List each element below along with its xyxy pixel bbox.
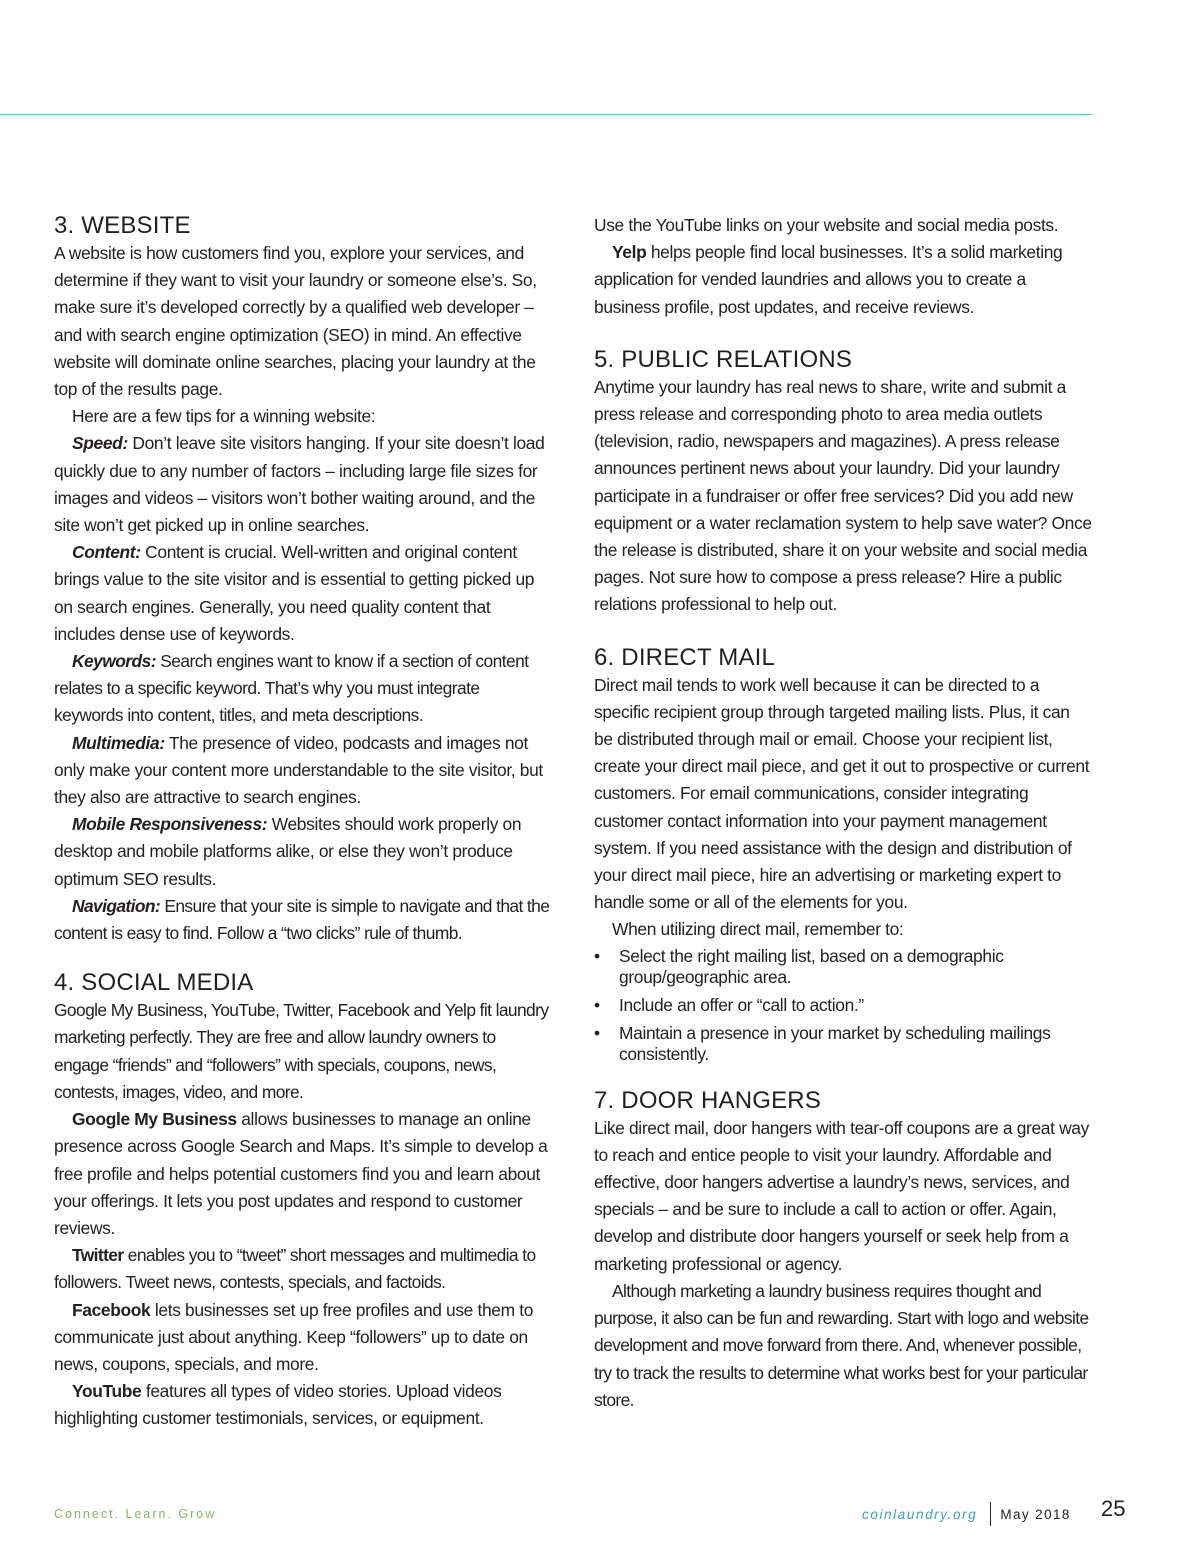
tip-navigation — [54, 893, 550, 947]
footer-meta — [862, 1500, 1071, 1528]
tip-label: Keywords: — [72, 651, 156, 672]
section-3-intro: A website is how customers find you, explore your services, and determine if they want to visit your laundry or someone else’s. So, make sure it’s developed correctly by a qualified web developer – and with search engine optimization (SEO) in mind. An effective website will dominate online searches, placing your laundry at the top of the results page. — [54, 243, 537, 400]
social-yelp — [594, 239, 1092, 321]
tip-label: Content: — [72, 542, 141, 563]
social-label: Yelp — [612, 242, 647, 263]
section-6-list-intro: When utilizing direct mail, remember to: — [612, 919, 904, 940]
social-label: Facebook — [72, 1299, 151, 1320]
section-7-heading: 7. DOOR HANGERS — [594, 1086, 822, 1114]
section-6-body: Direct mail tends to work well because it can be directed to a specific recipient group through targeted mailing lists. Plus, it can be distributed through mail or email. Choose your recipient list, create your direct mail piece, and get it out to prospective or current customers. For email communications, consider integrating customer contact information into your payment management system. If you need assistance with the design and distribution of your direct mail piece, hire an advertising or marketing expert to handle some or all of the elements for you. — [594, 674, 1090, 913]
social-facebook — [54, 1297, 550, 1379]
bullet-icon: • — [594, 945, 600, 966]
tip-text: Don’t leave site visitors hanging. If your site doesn’t load quickly due to any number of factors – including large file sizes for images and videos – visitors won’t bother waiting around, and the site won’t get picked up in online searches. — [54, 433, 545, 536]
tip-multimedia — [54, 730, 550, 812]
social-label: Twitter — [72, 1245, 124, 1266]
list-item: • Select the right mailing list, based on a demographic group/geographic area. — [594, 945, 1004, 987]
left-column — [54, 212, 550, 1433]
tip-text: The presence of video, podcasts and images not only make your content more understandable to the site visitor, but they also are attractive to search engines. — [54, 732, 543, 808]
list-item: • Maintain a presence in your market by scheduling mailings consistently. — [594, 1022, 1051, 1064]
tip-text: Content is crucial. Well-written and original content brings value to the site visitor and is essential to getting picked up on search engines. Generally, you need quality content that includes dense use of keywords. — [54, 542, 535, 644]
social-twitter — [54, 1242, 550, 1296]
section-3-tips-intro: Here are a few tips for a winning website: — [72, 406, 376, 427]
social-google — [54, 1106, 550, 1242]
social-text: allows businesses to manage an online presence across Google Search and Maps. It’s simple to develop a free profile and helps potential customers find you and learn about your offerings. It lets you post updates and respond to customer reviews. — [54, 1109, 548, 1238]
section-3-heading: 3. WEBSITE — [54, 212, 191, 239]
tip-content — [54, 539, 550, 648]
tip-keywords — [54, 648, 550, 730]
section-5-heading: 5. PUBLIC RELATIONS — [594, 345, 853, 373]
tip-text: Ensure that your site is simple to navigate and that the content is easy to find. Follow a “two clicks” rule of thumb. — [54, 895, 550, 944]
social-text: helps people find local businesses. It’s a solid marketing application for vended laundries and allows you to create a business profile, post updates, and receive reviews. — [594, 242, 1063, 317]
tip-label: Navigation: — [72, 895, 161, 916]
header-rule — [0, 114, 1092, 115]
footer-date: May 2018 — [1000, 1506, 1071, 1522]
social-label: Google My Business — [72, 1109, 237, 1130]
section-4-intro: Google My Business, YouTube, Twitter, Facebook and Yelp fit laundry marketing perfectly. They are free and allow laundry owners to engage “friends” and “followers” with specials, coupons, news, contests, images, video, and more. — [54, 1000, 549, 1102]
section-7-closing: Although marketing a laundry business requires thought and purpose, it also can be fun and rewarding. Start with logo and website development and move forward from there. And, whenever possible, try to track the results to determine what works best for your particular store. — [594, 1280, 1089, 1410]
tip-mobile — [54, 811, 550, 893]
tip-text: Websites should work properly on desktop and mobile platforms alike, or else they won’t produce optimum SEO results. — [54, 814, 522, 889]
page-number: 25 — [1101, 1496, 1126, 1521]
footer-tagline: Connect. Learn. Grow — [54, 1507, 217, 1521]
tip-speed — [54, 430, 550, 539]
direct-mail-list — [594, 946, 1092, 1065]
footer-site-link[interactable]: coinlaundry.org — [862, 1506, 978, 1522]
tip-label: Multimedia: — [72, 732, 165, 753]
section-4-continued: Use the YouTube links on your website and social media posts. — [594, 215, 1059, 235]
section-6-heading: 6. DIRECT MAIL — [594, 643, 776, 671]
social-text: lets businesses set up free profiles and use them to communicate just about anything. Keep “followers” up to date on news, coupons, specials, and more. — [54, 1299, 534, 1374]
section-5-body: Anytime your laundry has real news to share, write and submit a press release and corresponding photo to area media outlets (television, radio, newspapers and magazines). A press release announces pertinent news about your laundry. Did your laundry participate in a fundraiser or offer free services? Did you add new equipment or a water reclamation system to help save water? Once the release is distributed, share it on your website and social media pages. Not sure how to compose a press release? Hire a public relations professional to help out. — [594, 376, 1092, 615]
section-4-heading: 4. SOCIAL MEDIA — [54, 969, 254, 997]
tip-label: Speed: — [72, 433, 128, 454]
section-7-body: Like direct mail, door hangers with tear-off coupons are a great way to reach and entice people to visit your laundry. Affordable and effective, door hangers advertise a laundry’s news, services, and specials – and be sure to include a call to action or offer. Again, develop and distribute door hangers yourself or seek help from a marketing professional or agency. — [594, 1117, 1089, 1274]
bullet-icon: • — [594, 1022, 600, 1043]
tip-label: Mobile Responsiveness: — [72, 814, 268, 835]
social-youtube — [54, 1378, 550, 1432]
tip-text: Search engines want to know if a section of content relates to a specific keyword. That’s why you must integrate keywords into content, titles, and meta descriptions. — [54, 651, 529, 726]
list-item: • Include an offer or “call to action.” — [594, 994, 864, 1015]
footer-divider — [990, 1502, 991, 1526]
social-text: enables you to “tweet” short messages and multimedia to followers. Tweet news, contests, specials, and factoids. — [54, 1245, 536, 1293]
right-column — [594, 212, 1092, 1414]
social-text: features all types of video stories. Upload videos highlighting customer testimonials, services, or equipment. — [54, 1381, 502, 1429]
bullet-icon: • — [594, 994, 600, 1015]
social-label: YouTube — [72, 1381, 142, 1402]
